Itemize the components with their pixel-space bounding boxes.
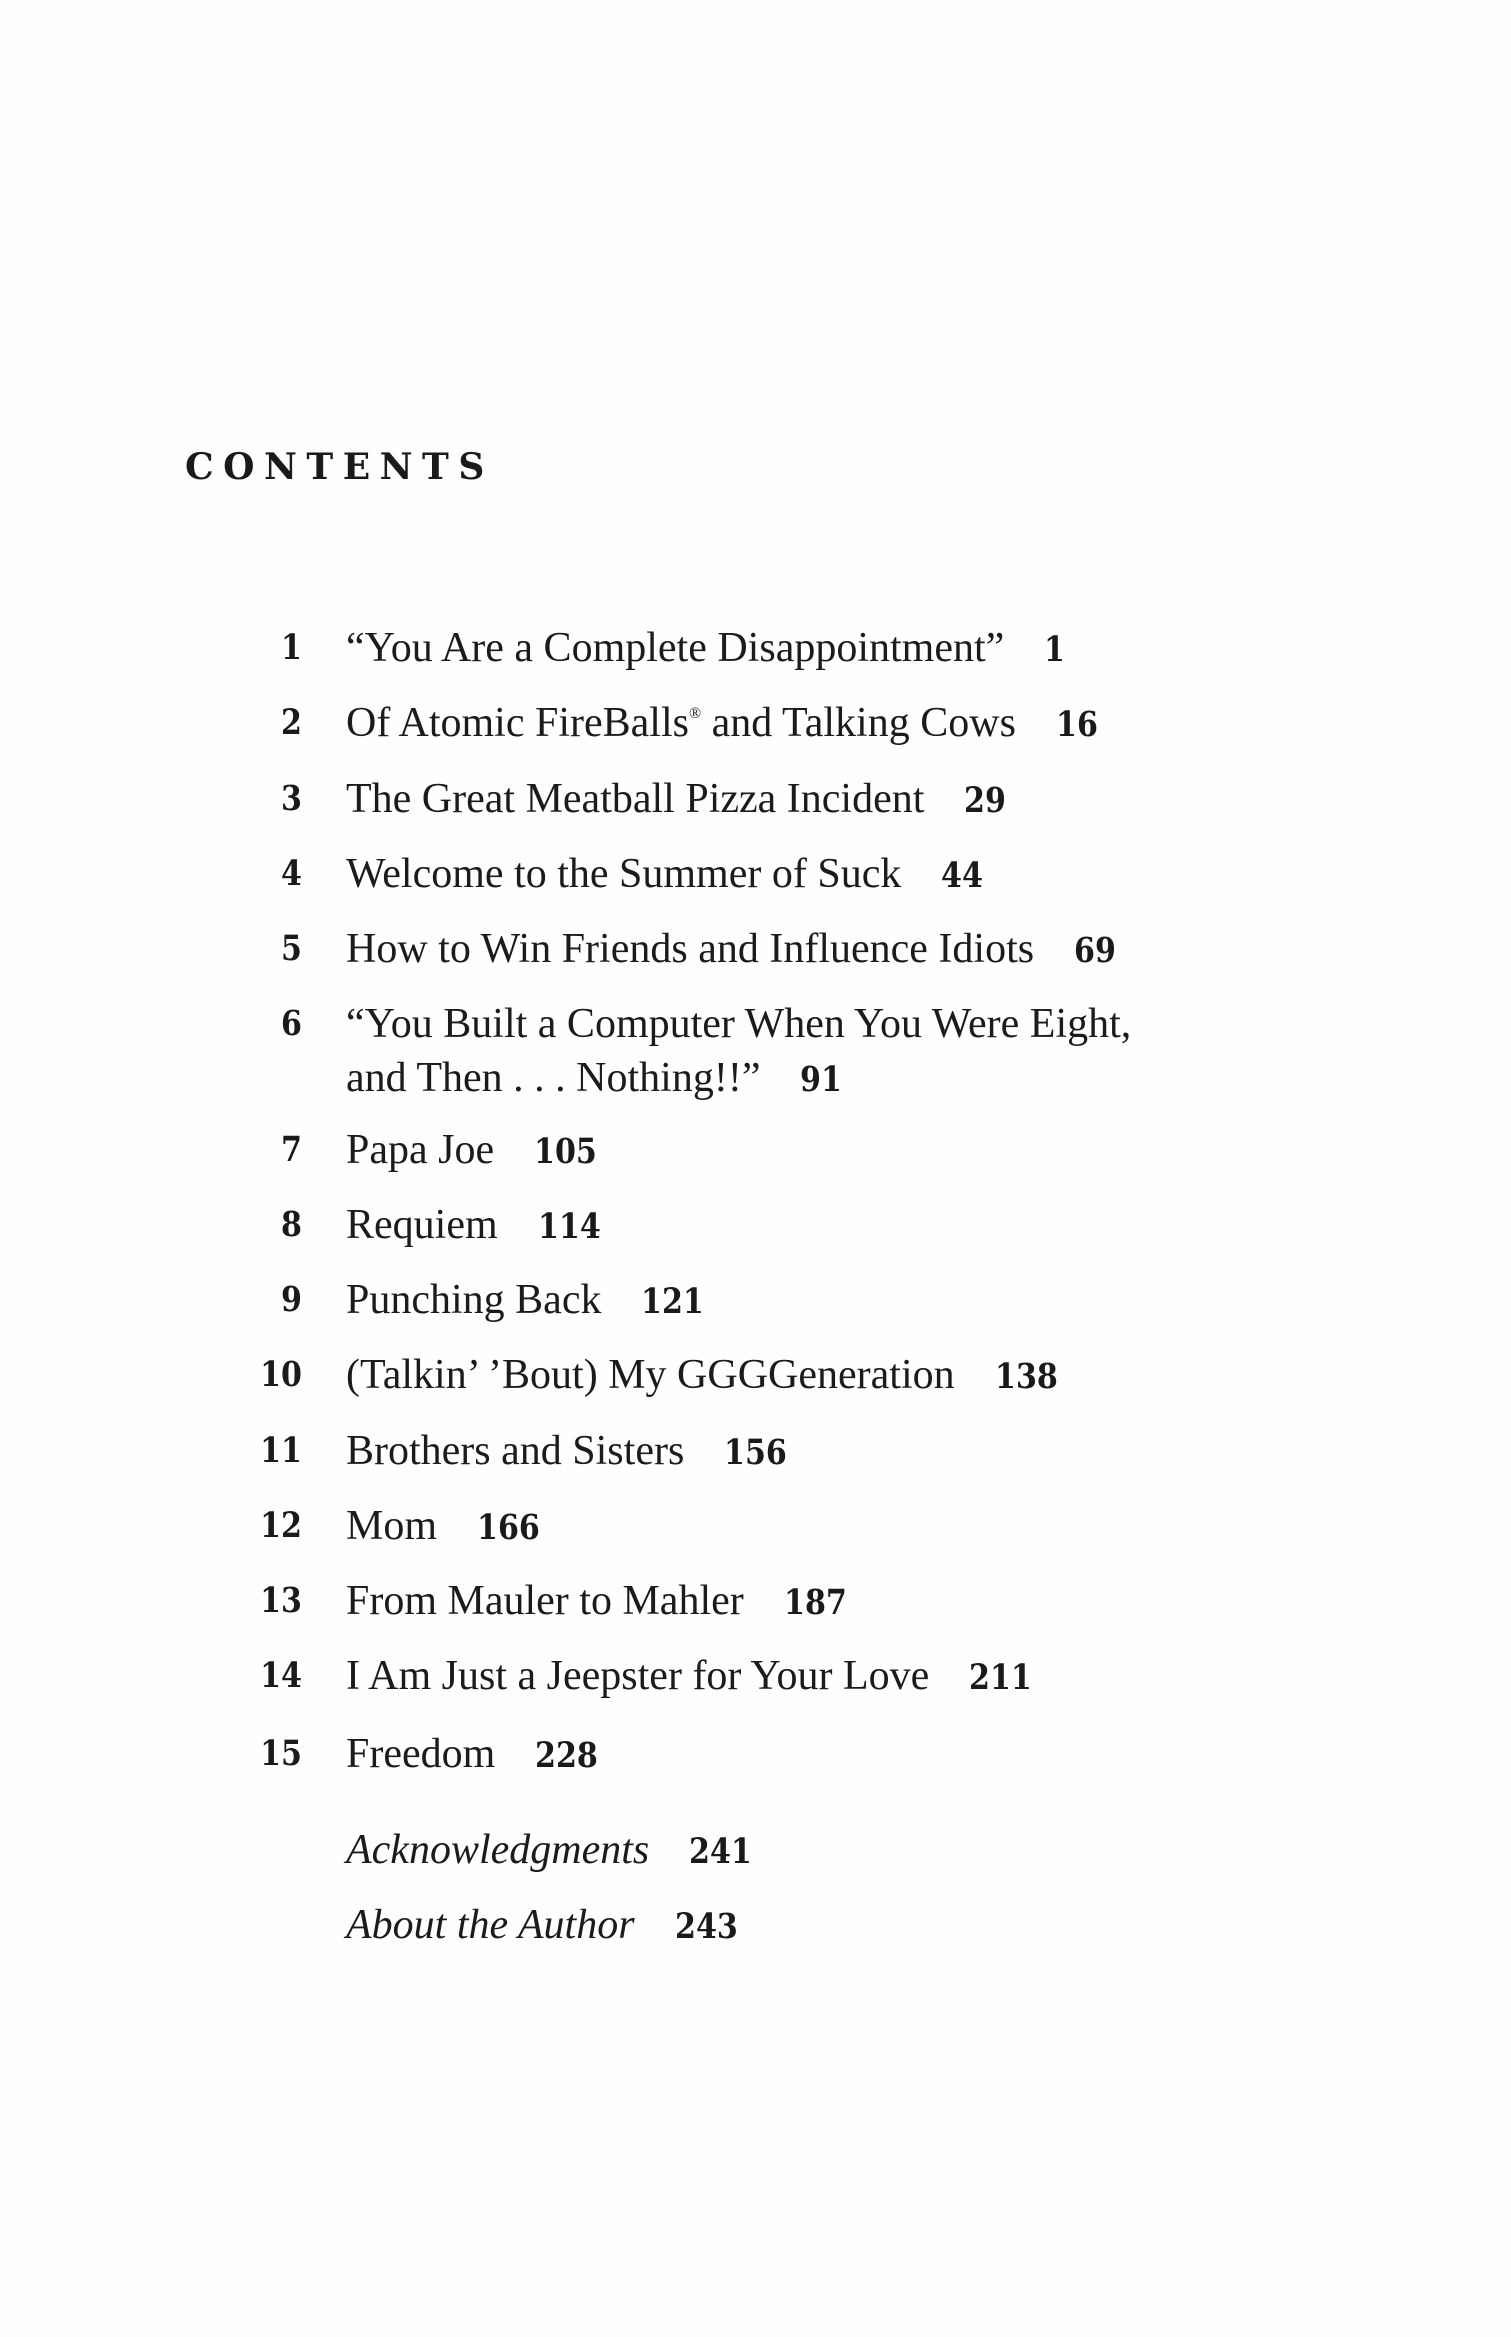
chapter-number: 10: [260, 1354, 302, 1395]
toc-entry-chapter-13[interactable]: [0, 1574, 1511, 1634]
chapter-number: 9: [281, 1279, 302, 1320]
page-number: 105: [534, 1131, 597, 1172]
chapter-number: 7: [281, 1129, 302, 1170]
chapter-number: 15: [260, 1733, 302, 1774]
toc-entry-chapter-2[interactable]: [0, 696, 1511, 756]
page-number: 187: [783, 1582, 847, 1623]
chapter-number: 3: [281, 778, 302, 819]
chapter-number: 4: [281, 853, 302, 894]
page-number: 211: [969, 1657, 1033, 1698]
chapter-number: 14: [260, 1655, 302, 1696]
toc-entry-chapter-12[interactable]: [0, 1499, 1511, 1559]
toc-entry-chapter-15[interactable]: [0, 1727, 1511, 1787]
chapter-title: I Am Just a Jeepster for Your Love: [346, 1653, 930, 1699]
toc-entry-acknowledgments[interactable]: [0, 1823, 1511, 1883]
chapter-title: Papa Joe: [346, 1127, 495, 1173]
chapter-number: 11: [260, 1430, 302, 1471]
toc-entry-chapter-8[interactable]: [0, 1198, 1511, 1258]
chapter-number: 13: [260, 1580, 302, 1621]
back-matter-title: About the Author: [346, 1902, 635, 1948]
chapter-title: Welcome to the Summer of Suck: [346, 851, 902, 897]
toc-entry-chapter-5[interactable]: [0, 922, 1511, 982]
page-number: 29: [964, 780, 1007, 821]
page-number: 156: [724, 1432, 788, 1473]
toc-entry-chapter-10[interactable]: [0, 1348, 1511, 1408]
contents-heading: CONTENTS: [185, 446, 494, 488]
chapter-title: [346, 696, 1016, 750]
toc-entry-chapter-9[interactable]: [0, 1273, 1511, 1333]
chapter-title: “You Built a Computer When You Were Eight,: [346, 1001, 1132, 1047]
toc-entry-chapter-1[interactable]: [0, 621, 1511, 681]
registered-mark: ®: [688, 705, 702, 722]
chapter-title-part: Of Atomic FireBalls: [346, 700, 689, 746]
chapter-number: 1: [281, 627, 302, 668]
page-number: 243: [674, 1906, 738, 1947]
chapter-title: The Great Meatball Pizza Incident: [346, 776, 925, 822]
page-number: 69: [1074, 930, 1116, 971]
toc-entry-chapter-7[interactable]: [0, 1123, 1511, 1183]
page-number: 138: [994, 1356, 1058, 1397]
chapter-title: Mom: [346, 1503, 438, 1549]
chapter-title-part: and Talking Cows: [701, 700, 1016, 746]
toc-entry-chapter-11[interactable]: [0, 1424, 1511, 1484]
chapter-title: Punching Back: [346, 1277, 602, 1323]
page-number: 166: [477, 1507, 540, 1548]
page-number: 91: [800, 1059, 843, 1100]
chapter-number: 6: [281, 1003, 302, 1044]
toc-entry-chapter-3[interactable]: [0, 772, 1511, 832]
page-number: 1: [1044, 629, 1066, 670]
toc-entry-chapter-4[interactable]: [0, 847, 1511, 907]
page-number: 228: [535, 1735, 599, 1776]
back-matter-title: Acknowledgments: [346, 1827, 650, 1873]
chapter-number: 2: [281, 702, 302, 743]
chapter-number: 12: [260, 1505, 302, 1546]
chapter-title: “You Are a Complete Disappointment”: [346, 625, 1005, 671]
chapter-title: (Talkin’ ’Bout) My GGGGeneration: [346, 1352, 955, 1398]
toc-entry-chapter-6[interactable]: [0, 997, 1511, 1111]
page-number: 114: [537, 1206, 601, 1247]
page-number: 121: [641, 1281, 705, 1322]
page-number: 241: [689, 1831, 753, 1872]
chapter-title: Freedom: [346, 1731, 496, 1777]
toc-entry-chapter-14[interactable]: [0, 1649, 1511, 1709]
chapter-title: Brothers and Sisters: [346, 1428, 685, 1474]
page-number: 16: [1055, 704, 1098, 745]
chapter-title-line-2: and Then . . . Nothing!!”: [346, 1055, 761, 1101]
chapter-title: How to Win Friends and Influence Idiots: [346, 926, 1035, 972]
toc-entry-about-the-author[interactable]: [0, 1898, 1511, 1958]
chapter-number: 8: [281, 1204, 302, 1245]
chapter-title: Requiem: [346, 1202, 498, 1248]
chapter-number: 5: [281, 928, 302, 969]
chapter-title: From Mauler to Mahler: [346, 1578, 744, 1624]
page-number: 44: [941, 855, 984, 896]
